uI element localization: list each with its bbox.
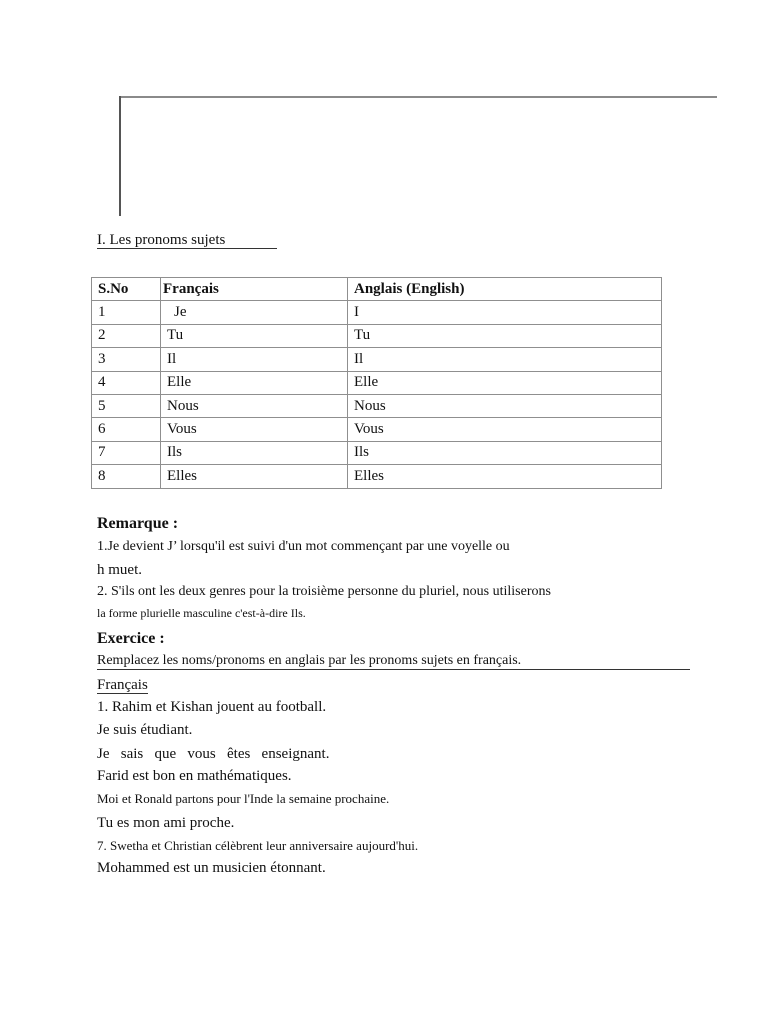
- remarque-title: Remarque :: [97, 515, 179, 532]
- cell-anglais: Il: [348, 348, 662, 371]
- cell-francais: Ils: [161, 441, 348, 464]
- cell-francais: Je: [161, 301, 348, 324]
- cell-sno: 6: [92, 418, 161, 441]
- exercice-title: Exercice :: [97, 630, 165, 647]
- exercise-item: Je sais que vous êtes enseignant.: [97, 746, 330, 762]
- cell-anglais: Tu: [348, 324, 662, 347]
- table-header-row: [92, 278, 662, 301]
- frame-left-border: [119, 96, 121, 216]
- cell-sno: 1: [92, 301, 161, 324]
- exercise-item: Je suis étudiant.: [97, 722, 193, 738]
- remarque-line-1: 1.Je devient J’ lorsqu'il est suivi d'un mot commençant par une voyelle ou: [97, 539, 510, 554]
- cell-francais: Nous: [161, 394, 348, 417]
- cell-anglais: Elle: [348, 371, 662, 394]
- cell-sno: 7: [92, 441, 161, 464]
- cell-anglais: Elles: [348, 465, 662, 488]
- exercice-instruction: Remplacez les noms/pronoms en anglais par les pronoms sujets en français.: [97, 653, 690, 670]
- cell-sno: 8: [92, 465, 161, 488]
- exercise-item: Moi et Ronald partons pour l'Inde la semaine prochaine.: [97, 791, 390, 806]
- exercise-item: 7. Swetha et Christian célèbrent leur anniversaire aujourd'hui.: [97, 838, 419, 853]
- table-row: [92, 418, 662, 441]
- remarque-line-2: h muet.: [97, 562, 142, 578]
- cell-anglais: I: [348, 301, 662, 324]
- cell-sno: 2: [92, 324, 161, 347]
- header-sno: S.No: [92, 278, 161, 301]
- cell-sno: 3: [92, 348, 161, 371]
- cell-sno: 4: [92, 371, 161, 394]
- table-row: [92, 465, 662, 488]
- table-row: [92, 394, 662, 417]
- pronouns-table: [91, 277, 662, 489]
- exercise-item: Farid est bon en mathématiques.: [97, 768, 292, 784]
- remarque-line-3: 2. S'ils ont les deux genres pour la troisième personne du pluriel, nous utiliserons: [97, 584, 551, 599]
- frame-top-border: [119, 96, 717, 98]
- table-row: [92, 348, 662, 371]
- section-title: I. Les pronoms sujets: [97, 232, 277, 249]
- exercice-column-label: Français: [97, 677, 148, 693]
- exercise-item: Tu es mon ami proche.: [97, 815, 235, 831]
- cell-francais: Elles: [161, 465, 348, 488]
- exercise-item: 1. Rahim et Kishan jouent au football.: [97, 699, 327, 715]
- header-francais: Français: [161, 278, 348, 301]
- exercise-item: Mohammed est un musicien étonnant.: [97, 860, 326, 876]
- cell-anglais: Ils: [348, 441, 662, 464]
- cell-anglais: Nous: [348, 394, 662, 417]
- table-row: [92, 324, 662, 347]
- cell-francais: Elle: [161, 371, 348, 394]
- remarque-line-4: la forme plurielle masculine c'est-à-dire Ils.: [97, 606, 306, 620]
- cell-anglais: Vous: [348, 418, 662, 441]
- cell-francais: Tu: [161, 324, 348, 347]
- cell-francais: Il: [161, 348, 348, 371]
- cell-sno: 5: [92, 394, 161, 417]
- header-anglais: Anglais (English): [348, 278, 662, 301]
- table-row: [92, 301, 662, 324]
- cell-francais: Vous: [161, 418, 348, 441]
- table-row: [92, 371, 662, 394]
- table-row: [92, 441, 662, 464]
